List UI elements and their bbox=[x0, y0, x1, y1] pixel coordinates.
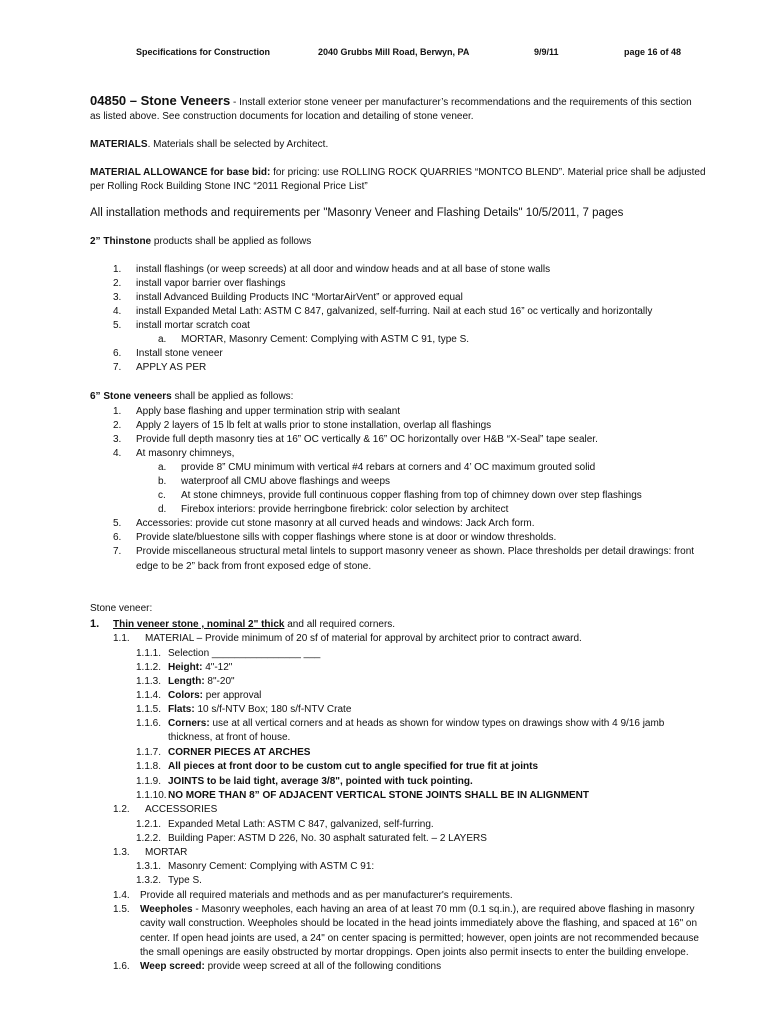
outline-number: 1.1.7. bbox=[136, 747, 162, 758]
list-item-number: 2. bbox=[113, 278, 122, 289]
list-item-number: c. bbox=[158, 490, 166, 501]
outline-text: Height: 4"-12" bbox=[168, 662, 233, 673]
list-item: Apply 2 layers of 15 lb felt at walls prior to stone installation, overlap all flashings bbox=[136, 420, 492, 431]
list-item-number: 2. bbox=[113, 420, 122, 431]
list-item-number: 4. bbox=[113, 448, 122, 459]
list-item: At masonry chimneys, bbox=[136, 448, 235, 459]
section-title-main: 04850 – Stone Veneers bbox=[90, 93, 231, 108]
materials-paragraph bbox=[90, 138, 328, 151]
list-item-number: 6. bbox=[113, 348, 122, 359]
list-item: Firebox interiors: provide herringbone firebrick: color selection by architect bbox=[181, 504, 509, 515]
allowance-paragraph bbox=[90, 166, 706, 179]
list-item: Accessories: provide cut stone masonry at all curved heads and windows: Jack Arch form. bbox=[136, 518, 535, 529]
outline-number: 1.3.2. bbox=[136, 875, 162, 886]
weepholes-line: the small openings are easily obstructed by mortar droppings. Open joints also permit insects to enter the building envelope. bbox=[140, 947, 689, 958]
outline-number: 1.4. bbox=[113, 890, 130, 901]
outline-number: 1.1.9. bbox=[136, 776, 162, 787]
list-item: install Expanded Metal Lath: ASTM C 847, galvanized, self-furring. Nail at each stud 16” oc vertically and horizontally bbox=[136, 306, 653, 317]
veneer-item-1-label: Thin veneer stone , nominal 2" thick bbox=[113, 619, 285, 630]
weep-screed-label: Weep screed: bbox=[140, 961, 205, 972]
outline-number: 1.3.1. bbox=[136, 861, 162, 872]
materials-label: MATERIALS bbox=[90, 139, 148, 150]
outline-number: 1.1.6. bbox=[136, 718, 162, 729]
list-item: install Advanced Building Products INC “MortarAirVent” or approved equal bbox=[136, 292, 463, 303]
outline-text: CORNER PIECES AT ARCHES bbox=[168, 747, 311, 758]
weepholes-line: cavity wall construction. Weepholes should be located in the head joints immediately above the flashing, and spaced at 16" on bbox=[140, 918, 698, 929]
weepholes-paragraph: Weepholes - Masonry weepholes, each having an area of at least 70 mm (0.1 sq.in.), are required above flashing in masonry bbox=[140, 904, 695, 915]
outline-number: 1.2.2. bbox=[136, 833, 162, 844]
list-item: APPLY AS PER bbox=[136, 362, 207, 373]
outline-number: 1.1. bbox=[113, 633, 130, 644]
outline-text: Type S. bbox=[168, 875, 202, 886]
header-page-number: page 16 of 48 bbox=[624, 47, 682, 57]
veneer-item-1-text bbox=[113, 618, 395, 631]
outline-text: Corners: use at all vertical corners and at heads as shown for window types on drawings show with 4 9/16 jamb bbox=[168, 718, 665, 729]
outline-text-continuation: thickness, at front of house. bbox=[168, 732, 291, 743]
list-item-number: 1. bbox=[113, 264, 122, 275]
list-item-number: 7. bbox=[113, 362, 122, 373]
outline-text: Flats: 10 s/f-NTV Box; 180 s/f-NTV Crate bbox=[168, 704, 352, 715]
list-item: install flashings (or weep screeds) at all door and window heads and at all base of stone walls bbox=[136, 264, 551, 275]
outline-text: JOINTS to be laid tight, average 3/8", pointed with tuck pointing. bbox=[168, 776, 473, 787]
list-item: Install stone veneer bbox=[136, 348, 223, 359]
veneer-item-1-rest: and all required corners. bbox=[284, 619, 396, 630]
list-item-number: a. bbox=[158, 334, 167, 345]
outline-number: 1.2.1. bbox=[136, 819, 162, 830]
veneer-item-1-number: 1. bbox=[90, 618, 100, 630]
outline-number: 1.1.4. bbox=[136, 690, 162, 701]
list-item: provide 8” CMU minimum with vertical #4 rebars at corners and 4’ OC maximum grouted solid bbox=[181, 462, 596, 473]
outline-text: Provide all required materials and methods and as per manufacturer's requirements. bbox=[140, 890, 513, 901]
materials-text: . Materials shall be selected by Architect. bbox=[147, 139, 329, 150]
list-item-number: 1. bbox=[113, 406, 122, 417]
list-item: Apply base flashing and upper termination strip with sealant bbox=[136, 406, 401, 417]
list-item: install vapor barrier over flashings bbox=[136, 278, 286, 289]
outline-number: 1.3. bbox=[113, 847, 130, 858]
list-item-number: 5. bbox=[113, 320, 122, 331]
list-item: At stone chimneys, provide full continuous copper flashing from top of chimney down over step flashings bbox=[181, 490, 642, 501]
section-title bbox=[90, 93, 692, 108]
list-item-continuation: edge to be 2” back from front exposed edge of stone. bbox=[136, 561, 372, 572]
thinstone-heading bbox=[90, 235, 311, 248]
outline-number: 1.1.3. bbox=[136, 676, 162, 687]
outline-text: Selection ________________ ___ bbox=[168, 648, 321, 659]
list-item: waterproof all CMU above flashings and weeps bbox=[181, 476, 390, 487]
section-title-rest: - Install exterior stone veneer per manufacturer’s recommendations and the requirements of this section bbox=[230, 97, 692, 108]
header-date: 9/9/11 bbox=[534, 47, 559, 57]
outline-text: Masonry Cement: Complying with ASTM C 91: bbox=[168, 861, 375, 872]
thinstone-text: products shall be applied as follows bbox=[151, 236, 312, 247]
weepholes-line: center. If open head joints are used, a 24" on center spacing is permitted; however, open joints are not recommended because bbox=[140, 933, 699, 944]
outline-text: ACCESSORIES bbox=[145, 804, 218, 815]
outline-text: Colors: per approval bbox=[168, 690, 262, 701]
outline-number: 1.6. bbox=[113, 961, 130, 972]
stone6-text: shall be applied as follows: bbox=[171, 391, 294, 402]
installation-note: All installation methods and requirements per "Masonry Veneer and Flashing Details" 10/5/2011, 7 pages bbox=[90, 207, 624, 219]
outline-text: All pieces at front door to be custom cut to angle specified for true fit at joints bbox=[168, 761, 539, 772]
outline-text: NO MORE THAN 8” OF ADJACENT VERTICAL STONE JOINTS SHALL BE IN ALIGNMENT bbox=[168, 790, 589, 801]
header-address: 2040 Grubbs Mill Road, Berwyn, PA bbox=[318, 47, 470, 57]
list-item: MORTAR, Masonry Cement: Complying with ASTM C 91, type S. bbox=[181, 334, 470, 345]
weep-screed-paragraph: Weep screed: provide weep screed at all of the following conditions bbox=[140, 961, 442, 972]
outline-text: Length: 8"-20" bbox=[168, 676, 235, 687]
weepholes-label: Weepholes bbox=[140, 904, 193, 915]
stone6-heading bbox=[90, 390, 293, 403]
outline-number: 1.1.2. bbox=[136, 662, 162, 673]
outline-number: 1.1.10. bbox=[136, 790, 167, 801]
veneer-item-1 bbox=[90, 618, 99, 631]
list-item: Provide full depth masonry ties at 16” OC vertically & 16” OC horizontally over H&B “X-Seal” tape sealer. bbox=[136, 434, 598, 445]
outline-number: 1.1.1. bbox=[136, 648, 162, 659]
list-item-number: 6. bbox=[113, 532, 122, 543]
list-item-number: 3. bbox=[113, 434, 122, 445]
outline-number: 1.5. bbox=[113, 904, 130, 915]
outline-text: MORTAR bbox=[145, 847, 188, 858]
list-item-number: b. bbox=[158, 476, 167, 487]
list-item-number: 7. bbox=[113, 546, 122, 557]
thinstone-label: 2” Thinstone bbox=[90, 236, 152, 247]
outline-text: Expanded Metal Lath: ASTM C 847, galvanized, self-furring. bbox=[168, 819, 434, 830]
stone-veneer-heading: Stone veneer: bbox=[90, 603, 153, 614]
allowance-line2: per Rolling Rock Building Stone INC “2011 Regional Price List” bbox=[90, 181, 368, 192]
list-item: Provide miscellaneous structural metal lintels to support masonry veneer as shown. Place thresholds per detail drawings: front bbox=[136, 546, 695, 557]
stone6-label: 6” Stone veneers bbox=[90, 391, 172, 402]
allowance-label: MATERIAL ALLOWANCE for base bid: bbox=[90, 167, 271, 178]
list-item-number: a. bbox=[158, 462, 167, 473]
allowance-text: for pricing: use ROLLING ROCK QUARRIES “MONTCO BLEND”. Material price shall be adjusted bbox=[270, 167, 706, 178]
list-item: install mortar scratch coat bbox=[136, 320, 250, 331]
list-item-number: 4. bbox=[113, 306, 122, 317]
list-item-number: 5. bbox=[113, 518, 122, 529]
outline-number: 1.1.5. bbox=[136, 704, 162, 715]
outline-text: MATERIAL – Provide minimum of 20 sf of material for approval by architect prior to contract award. bbox=[145, 633, 582, 644]
list-item: Provide slate/bluestone sills with copper flashings where stone is at door or window thresholds. bbox=[136, 532, 557, 543]
outline-text: Building Paper: ASTM D 226, No. 30 asphalt saturated felt. – 2 LAYERS bbox=[168, 833, 487, 844]
list-item-number: d. bbox=[158, 504, 167, 515]
outline-number: 1.1.8. bbox=[136, 761, 162, 772]
outline-number: 1.2. bbox=[113, 804, 130, 815]
section-title-line2: as listed above. See construction documents for location and detailing of stone veneer. bbox=[90, 111, 474, 122]
list-item-number: 3. bbox=[113, 292, 122, 303]
header-doc-title: Specifications for Construction bbox=[136, 47, 271, 57]
